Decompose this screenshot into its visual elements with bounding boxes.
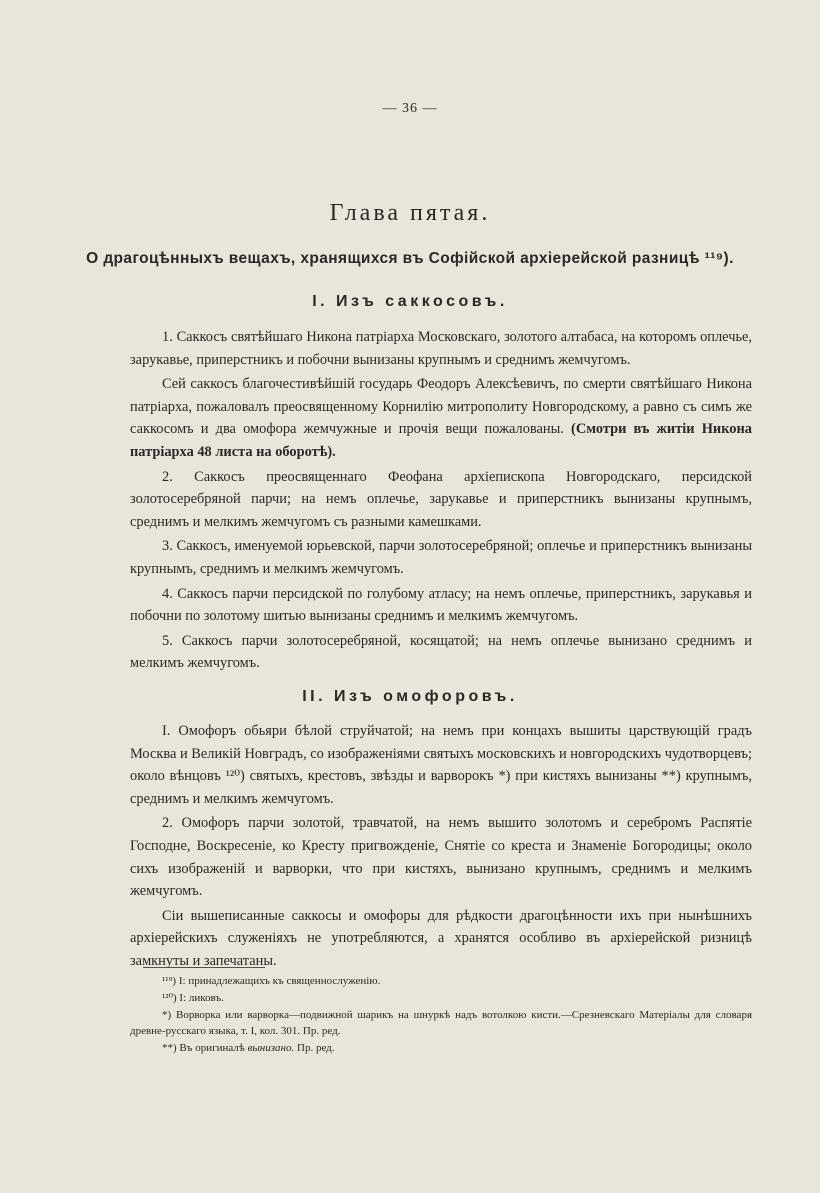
- section-sakkos-body: [130, 326, 752, 675]
- footnote-italic: вынизано.: [247, 1042, 295, 1055]
- paragraph: 2. Саккосъ преосвященнаго Феофана архіепископа Новгородскаго, персидской золотосеребряной парчи; на немъ оплечье, зарукавье и приперстникъ вынизаны крупнымъ, среднимъ и мелкимъ жемчугомъ съ разными камешками.: [130, 468, 752, 530]
- section-omophor-body: [130, 720, 752, 973]
- chapter-subtitle: О драгоцѣнныхъ вещахъ, хранящихся въ Софійской архіерейской разницѣ ¹¹⁹).: [86, 250, 734, 267]
- paragraph: Сіи вышеписанные саккосы и омофоры для рѣдкости драгоцѣнности ихъ при нынѣшнихъ архіерейскихъ служеніяхъ не употребляются, а хранятся особливо въ архіерейской ризницѣ замкнуты и запечатаны.: [130, 907, 752, 969]
- paragraph: I. Омофоръ обьяри бѣлой струйчатой; на немъ при концахъ вышиты царствующій градъ Москва и Великій Новградъ, со изображеніями святыхъ московскихъ и новгородскихъ чудотворцевъ; около вѣнцовъ ¹²⁰) святыхъ, крестовъ, звѣзды и варворокъ *) при кистяхъ вынизаны **) крупнымъ, среднимъ и мелкимъ жемчугомъ.: [130, 723, 752, 807]
- footnote-divider: [143, 967, 265, 968]
- paragraph: 3. Саккосъ, именуемой юрьевской, парчи золотосеребряной; оплечье и приперстникъ вынизаны крупнымъ, среднимъ и мелкимъ жемчугомъ.: [130, 538, 752, 577]
- paragraph: 5. Саккосъ парчи золотосеребряной, косящатой; на немъ оплечье вынизано среднимъ и мелкимъ жемчугомъ.: [130, 632, 752, 672]
- footnote: ¹²⁰) I: ликовъ.: [162, 991, 224, 1004]
- footnote-text: **) Въ оригиналѣ: [162, 1042, 248, 1055]
- page-number: — 36 —: [382, 101, 438, 116]
- footnote-text: Пр. ред.: [294, 1042, 335, 1055]
- paragraph: 4. Саккосъ парчи персидской по голубому атласу; на немъ оплечье, приперстникъ, зарукавья и побочни по золотому шитью вынизаны среднимъ и мелкимъ жемчугомъ.: [130, 585, 752, 625]
- paragraph: 2. Омофоръ парчи золотой, травчатой, на немъ вышито золотомъ и серебромъ Распятіе Господне, Воскресеніе, ко Кресту пригвожденіе, Снятіе со креста и Знаменіе Богородицы; около сихъ изображеній и варворки, что при кистяхъ, вынизано крупнымъ, среднимъ и мелкимъ жемчугомъ.: [130, 815, 752, 900]
- paragraph: 1. Саккосъ святѣйшаго Никона патріарха Московскаго, золотого алтабаса, на которомъ оплечье, зарукавье, приперстникъ и побочни вынизаны крупнымъ и среднимъ жемчугомъ.: [130, 329, 752, 368]
- section-title-omophor: II. Изъ омофоровъ.: [302, 688, 518, 705]
- chapter-title: Глава пятая.: [329, 200, 491, 226]
- paragraph-text: Сей саккосъ благочестивѣйшій государь Феодоръ Алексѣевичъ, по смерти святѣйшаго Никона патріарха, пожаловалъ преосвященному Корнилію митрополиту Новгородскому, а равно съ симъ же саккосомъ и два омофора жемчужные и прочія вещи пожалованы.: [130, 376, 752, 438]
- section-title-sakkos: I. Изъ саккосовъ.: [312, 293, 508, 310]
- footnotes: [130, 973, 752, 1057]
- paragraph-reference: (Смотри въ житіи Никона патріарха 48 листа на оборотѣ).: [130, 421, 752, 460]
- footnote: ¹¹⁹) I: принадлежащихъ къ священнослуженію.: [162, 975, 381, 987]
- paragraph: [130, 373, 752, 463]
- footnote: *) Ворворка или варворка—подвижной шарикъ на шнуркѣ надъ вотолкою кисти.—Срезневскаго Матеріалы для словаря древне-русскаго языка, т. I, кол. 301. Пр. ред.: [130, 1008, 752, 1038]
- footnote: [130, 1040, 752, 1057]
